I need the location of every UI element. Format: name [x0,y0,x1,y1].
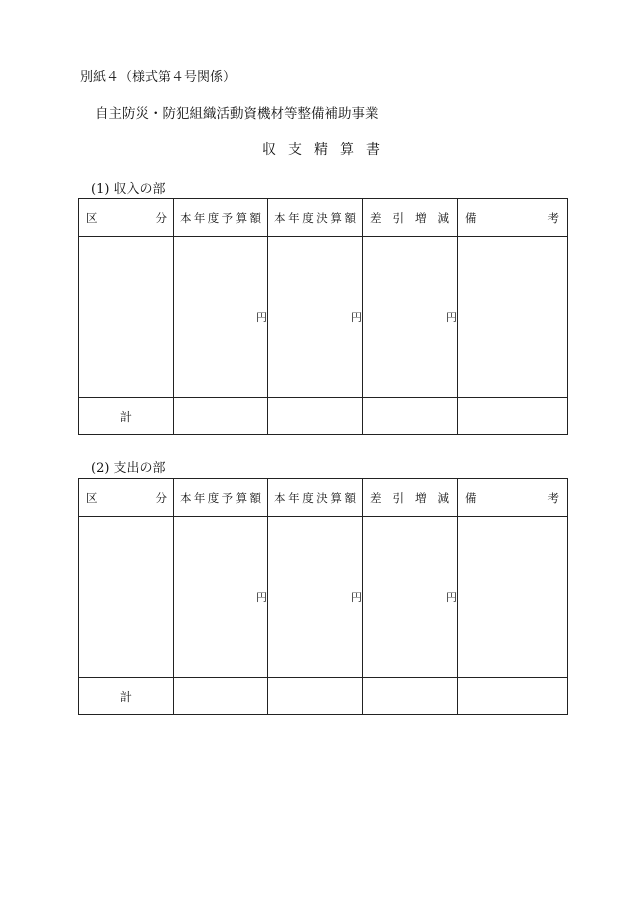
total-remarks-cell[interactable] [458,398,568,435]
column-header-budget: 本 年 度 予 算 額 [174,479,268,517]
total-difference-cell[interactable] [363,678,458,715]
expenditure-table [78,478,568,715]
unit-label: 円 [446,591,457,604]
column-header-actual: 本 年 度 決 算 額 [268,199,363,237]
income-table [78,198,568,435]
unit-label: 円 [256,311,267,324]
document-title: 収支精算書 [262,142,392,158]
difference-cell[interactable] [363,517,458,678]
table-row [79,237,568,398]
actual-cell[interactable] [268,517,363,678]
budget-cell[interactable] [174,237,268,398]
column-header-remarks: 備 考 [458,479,568,517]
unit-label: 円 [256,591,267,604]
table-header-row [79,199,568,237]
total-label: 計 [79,678,174,715]
column-header-remarks: 備 考 [458,199,568,237]
column-header-category: 区 分 [79,479,174,517]
category-cell[interactable] [79,237,174,398]
section-label-expenditure: (2) 支出の部 [91,461,166,476]
section-label-income: (1) 収入の部 [91,182,166,197]
total-label: 計 [79,398,174,435]
total-row [79,398,568,435]
total-budget-cell[interactable] [174,678,268,715]
total-difference-cell[interactable] [363,398,458,435]
column-header-difference: 差 引 増 減 [363,479,458,517]
column-header-actual: 本 年 度 決 算 額 [268,479,363,517]
column-header-budget: 本 年 度 予 算 額 [174,199,268,237]
difference-cell[interactable] [363,237,458,398]
total-budget-cell[interactable] [174,398,268,435]
total-remarks-cell[interactable] [458,678,568,715]
unit-label: 円 [351,591,362,604]
form-number: 別紙４（様式第４号関係） [80,70,237,85]
table-row [79,517,568,678]
unit-label: 円 [446,311,457,324]
actual-cell[interactable] [268,237,363,398]
total-row [79,678,568,715]
remarks-cell[interactable] [458,517,568,678]
column-header-category: 区 分 [79,199,174,237]
total-actual-cell[interactable] [268,398,363,435]
column-header-difference: 差 引 増 減 [363,199,458,237]
category-cell[interactable] [79,517,174,678]
budget-cell[interactable] [174,517,268,678]
remarks-cell[interactable] [458,237,568,398]
project-name: 自主防災・防犯組織活動資機材等整備補助事業 [95,106,379,122]
total-actual-cell[interactable] [268,678,363,715]
table-header-row [79,479,568,517]
unit-label: 円 [351,311,362,324]
